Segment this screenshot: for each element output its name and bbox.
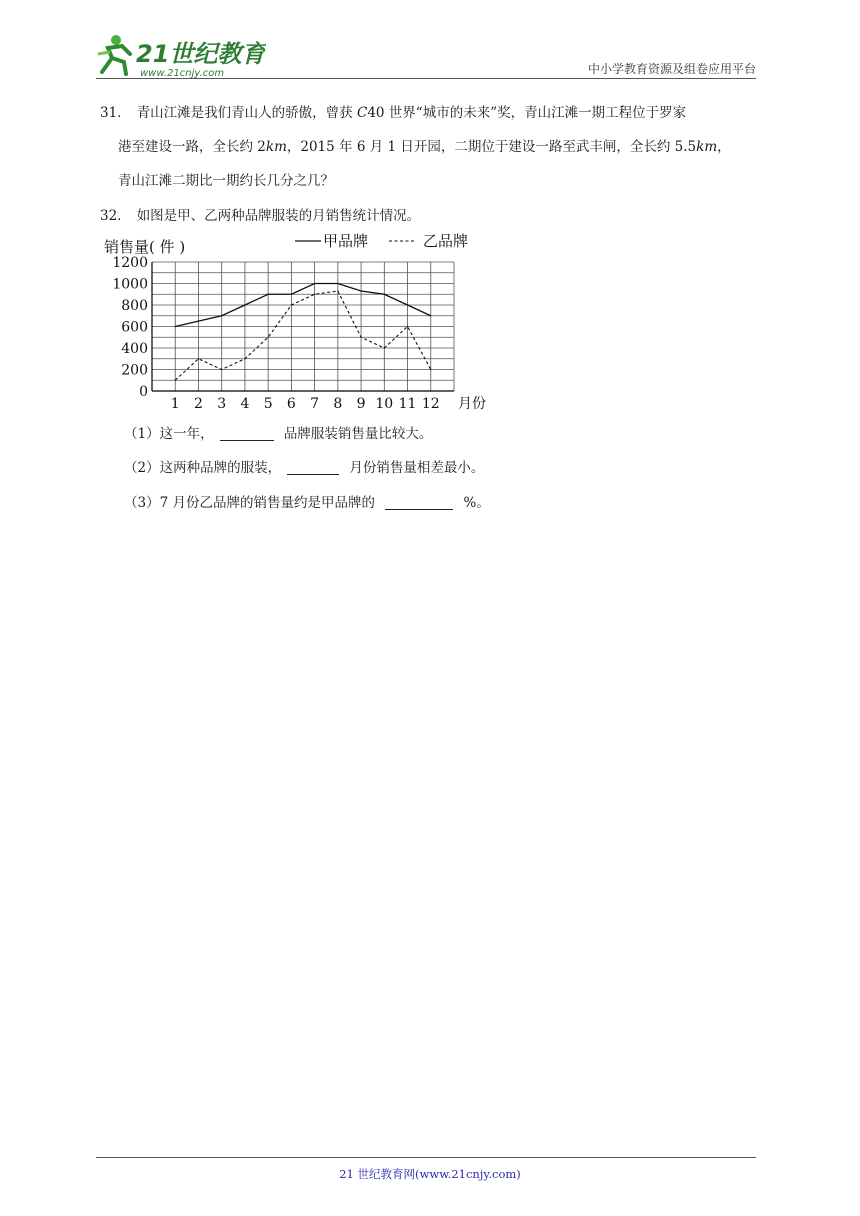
page-footer: 21 世纪教育网(www.21cnjy.com) [339, 1167, 521, 1181]
q31-unit-km-2: km [696, 139, 718, 155]
x-tick-label: 2 [194, 396, 203, 412]
q31-text-b: 40 世界“城市的未来”奖，青山江滩一期工程位于罗家 [367, 105, 687, 121]
logo-wordmark: 21世纪教育 [136, 40, 266, 68]
x-tick-label: 4 [240, 396, 250, 412]
series-1-point [407, 304, 408, 305]
y-tick-label: 400 [121, 341, 148, 357]
series-2-point [244, 358, 245, 359]
series-1-point [384, 294, 385, 295]
sub-question-3-text-b: %。 [459, 495, 490, 511]
question-number: 31． [100, 105, 131, 121]
page-header [96, 28, 756, 80]
series-1-point [198, 321, 199, 322]
x-tick-label: 3 [217, 396, 227, 412]
sub-question-1-text-b: 品牌服装销售量比较大。 [279, 426, 433, 442]
site-name: 中小学教育资源及组卷应用平台 [587, 62, 756, 76]
series-2-point [314, 294, 315, 295]
question-number: 32． [100, 208, 131, 224]
chart-svg [100, 232, 500, 412]
legend-label-2: 乙品牌 [423, 232, 469, 250]
x-tick-label: 12 [421, 396, 440, 412]
series-2-point [221, 369, 222, 370]
series-1-point [244, 304, 245, 305]
q31-text-2a: 港至建设一路，全长约 2 [118, 139, 266, 155]
sub-question-3-text-a: （3）7 月份乙品牌的销售量约是甲品牌的 [124, 495, 380, 511]
series-2-point [430, 369, 431, 370]
y-tick-label: 200 [121, 362, 148, 379]
question-32 [100, 199, 420, 233]
x-axis-label: 月份 [458, 396, 486, 412]
answer-blank-3[interactable] [385, 495, 453, 510]
y-tick-label: 1200 [112, 255, 148, 271]
site-logo [96, 32, 266, 80]
x-tick-label: 10 [375, 396, 394, 412]
y-axis-label: 销售量( 件 ) [104, 238, 186, 256]
question-31-line-3: 青山江滩二期比一期约长几分之几？ [118, 173, 334, 189]
series-1-point [291, 294, 292, 295]
y-tick-label: 1000 [112, 276, 148, 293]
sales-line-chart [100, 232, 500, 412]
x-tick-label: 1 [170, 396, 180, 412]
question-32-text: 如图是甲、乙两种品牌服装的月销售统计情况。 [136, 208, 421, 224]
q31-unit-km: km [265, 139, 287, 155]
sub-question-1-text-a: （1）这一年， [124, 426, 214, 442]
legend-label-1: 甲品牌 [323, 232, 369, 250]
q31-text-2b: ，2015 年 6 月 1 日开园，二期位于建设一路至武丰闸，全长约 5.5 [286, 139, 697, 155]
question-31 [100, 96, 760, 198]
series-2-point [268, 337, 269, 338]
sub-question-2 [124, 456, 484, 476]
y-tick-label: 0 [139, 384, 148, 400]
series-2-point [291, 304, 292, 305]
series-1-point [337, 283, 338, 284]
sub-question-3 [124, 491, 490, 511]
series-2-point [337, 290, 338, 291]
q31-text-a: 青山江滩是我们青山人的骄傲，曾获 [136, 105, 357, 121]
sub-question-2-text-a: （2）这两种品牌的服装， [124, 460, 282, 476]
x-tick-label: 11 [398, 396, 417, 412]
answer-blank-2[interactable] [287, 460, 339, 475]
question-31-line-2 [100, 130, 760, 164]
series-1-point [430, 315, 431, 316]
answer-blank-1[interactable] [220, 426, 274, 441]
footer-divider [96, 1157, 756, 1158]
header-divider [96, 78, 756, 79]
q31-text-c: C [356, 105, 368, 121]
series-1-point [175, 326, 176, 327]
x-tick-label: 9 [356, 396, 366, 412]
series-1-point [314, 283, 315, 284]
series-1-point [268, 294, 269, 295]
logo-url: www.21cnjy.com [140, 68, 225, 78]
series-2-point [360, 337, 361, 338]
series-line-2 [175, 291, 431, 380]
series-1-point [360, 290, 361, 291]
sub-question-1 [124, 422, 432, 442]
y-tick-label: 600 [121, 319, 148, 336]
series-2-point [407, 326, 408, 327]
x-tick-label: 6 [286, 396, 296, 412]
x-tick-label: 7 [310, 396, 320, 412]
q31-text-2c: ， [717, 139, 731, 155]
y-tick-label: 800 [121, 298, 148, 314]
series-1-point [221, 315, 222, 316]
x-tick-label: 5 [263, 396, 273, 412]
series-2-point [175, 380, 176, 381]
question-31-line-1 [100, 96, 760, 130]
series-2-point [384, 347, 385, 348]
sub-question-2-text-b: 月份销售量相差最小。 [345, 460, 485, 476]
series-2-point [198, 358, 199, 359]
x-tick-label: 8 [333, 396, 343, 412]
